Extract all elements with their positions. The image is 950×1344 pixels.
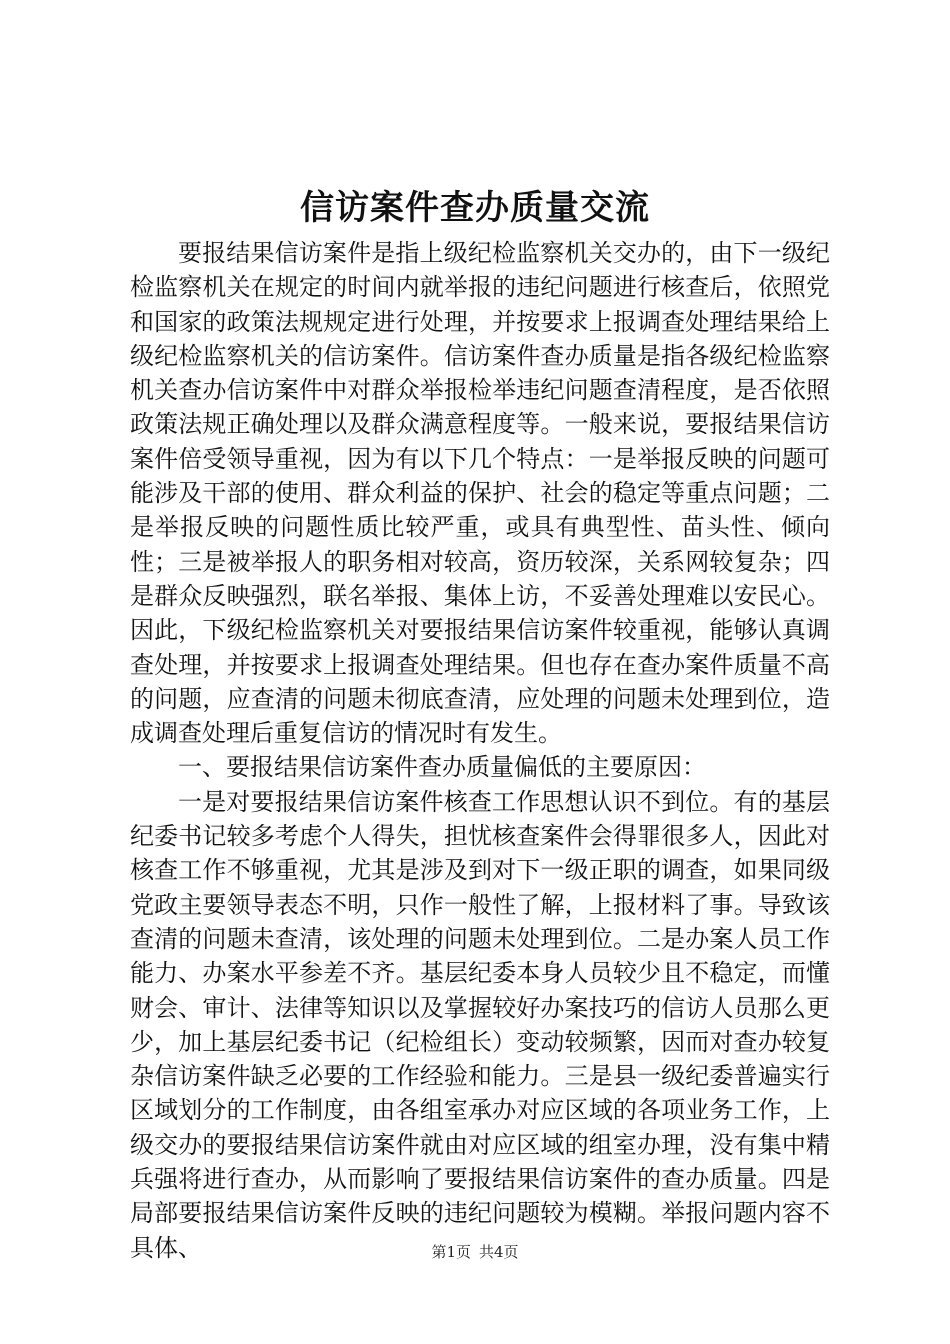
document-title: 信访案件查办质量交流 (300, 188, 650, 228)
page-total: 共4页 (479, 1243, 519, 1261)
page-footer (0, 1242, 950, 1262)
paragraph-reasons: 一是对要报结果信访案件核查工作思想认识不到位。有的基层纪委书记较多考虑个人得失，担忧核查案件会得罪很多人，因此对核查工作不够重视，尤其是涉及到对下一级正职的调查，如果同级党政主要领导表态不明，只作一般性了解，上报材料了事。导致该查清的问题未查清，该处理的问题未处理到位。二是办案人员工作能力、办案水平参差不齐。基层纪委本身人员较少且不稳定，而懂财会、审计、法律等知识以及掌握较好办案技巧的信访人员那么更少，加上基层纪委书记（纪检组长）变动较频繁，因而对查办较复杂信访案件缺乏必要的工作经验和能力。三是县一级纪委普遍实行区域划分的工作制度，由各组室承办对应区域的各项业务工作，上级交办的要报结果信访案件就由对应区域的组室办理，没有集中精兵强将进行查办，从而影响了要报结果信访案件的查办质量。四是局部要报结果信访案件反映的违纪问题较为模糊。举报问题内容不具体、 (130, 787, 830, 1262)
paragraph-intro: 要报结果信访案件是指上级纪检监察机关交办的，由下一级纪检监察机关在规定的时间内就举报的违纪问题进行核查后，依照党和国家的政策法规规定进行处理，并按要求上报调查处理结果给上级纪检监察机关的信访案件。信访案件查办质量是指各级纪检监察机关查办信访案件中对群众举报检举违纪问题查清程度，是否依照政策法规正确处理以及群众满意程度等。一般来说，要报结果信访案件倍受领导重视，因为有以下几个特点：一是举报反映的问题可能涉及干部的使用、群众利益的保护、社会的稳定等重点问题；二是举报反映的问题性质比较严重，或具有典型性、苗头性、倾向性；三是被举报人的职务相对较高，资历较深，关系网较复杂；四是群众反映强烈，联名举报、集体上访，不妥善处理难以安民心。因此，下级纪检监察机关对要报结果信访案件较重视，能够认真调查处理，并按要求上报调查处理结果。但也存在查办案件质量不高的问题，应查清的问题未彻底查清，应处理的问题未处理到位，造成调查处理后重复信访的情况时有发生。 (130, 239, 830, 748)
page-number: 第1页 (431, 1243, 471, 1261)
section-heading-1: 一、要报结果信访案件查办质量偏低的主要原因： (178, 753, 706, 782)
document-body (130, 236, 830, 1265)
